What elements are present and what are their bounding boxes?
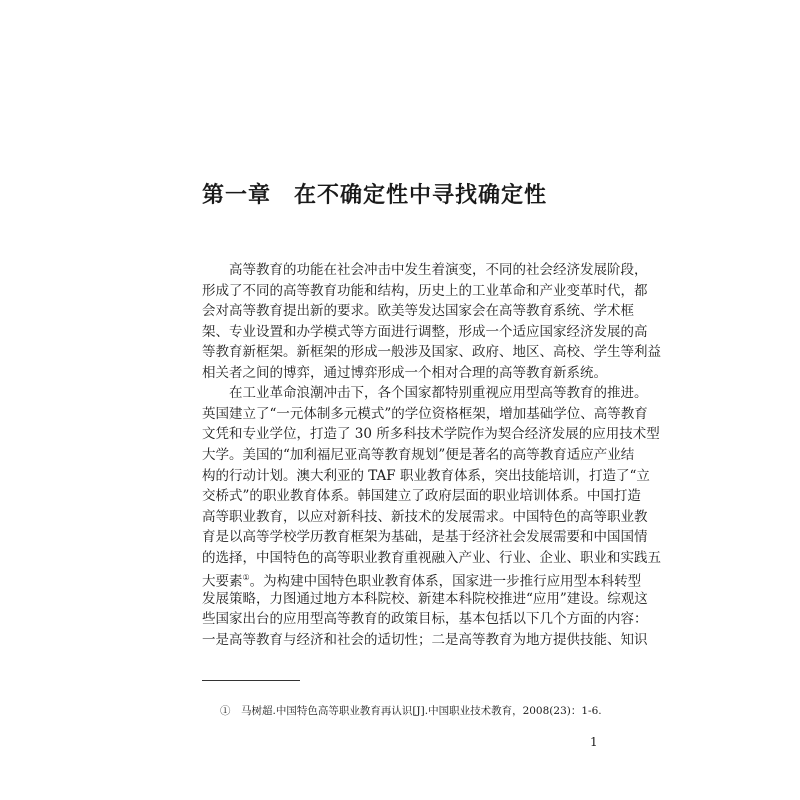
text-line <box>202 611 648 628</box>
text-line <box>202 323 648 340</box>
text-line-content: 英国建立了“一元体制多元模式”的学位资格框架，增加基础学位、高等教育 <box>202 405 648 422</box>
text-line-content: 架、专业设置和办学模式等方面进行调整，形成一个适应国家经济发展的高 <box>202 323 648 340</box>
text-line-content: 相关者之间的博弈，通过博弈形成一个相对合理的高等教育新系统。 <box>202 364 607 381</box>
text-line <box>202 426 660 443</box>
text-line <box>202 631 648 648</box>
footnote-divider <box>202 680 300 681</box>
text-line <box>202 549 661 566</box>
text-line <box>202 529 648 546</box>
page-number: 1 <box>590 735 598 749</box>
text-line-content: 育是以高等学校学历教育框架为基础，是基于经济社会发展需要和中国国情 <box>202 529 648 546</box>
text-line <box>202 488 641 505</box>
text-line <box>202 282 648 299</box>
text-line-content: 高等教育的功能在社会冲击中发生着演变，不同的社会经济发展阶段， <box>229 262 648 278</box>
text-line <box>202 590 648 607</box>
text-line-content: 的选择，中国特色的高等职业教育重视融入产业、行业、企业、职业和实践五 <box>202 549 661 566</box>
text-line-content: 交桥式”的职业教育体系。韩国建立了政府层面的职业培训体系。中国打造 <box>202 488 641 505</box>
text-line <box>229 385 648 402</box>
text-line <box>202 344 661 361</box>
text-line <box>202 570 642 590</box>
footnote-reference[interactable]: ① <box>242 573 250 583</box>
text-line <box>202 446 635 463</box>
text-line-content: 发展策略，力图通过地方本科院校、新建本科院校推进“应用”建设。综观这 <box>202 590 648 607</box>
text-line-content: 大学。美国的“加利福尼亚高等教育规划”便是著名的高等教育适应产业结 <box>202 446 635 463</box>
text-line-content: 一是高等教育与经济和社会的适切性；二是高等教育为地方提供技能、知识 <box>202 631 648 648</box>
text-line-content: 。为构建中国特色职业教育体系，国家进一步推行应用型本科转型 <box>249 573 642 590</box>
chapter-title: 第一章 在不确定性中寻找确定性 <box>202 183 548 208</box>
text-line-content: 在工业革命浪潮冲击下，各个国家都特别重视应用型高等教育的推进。 <box>229 385 648 402</box>
text-line-content: 形成了不同的高等教育功能和结构，历史上的工业革命和产业变革时代，都 <box>202 282 648 299</box>
text-line-content: 些国家出台的应用型高等教育的政策目标，基本包括以下几个方面的内容： <box>202 611 648 628</box>
text-line-content: 大要素 <box>202 573 243 590</box>
text-line <box>202 303 634 320</box>
text-line-content: 高等职业教育，以应对新科技、新技术的发展需求。中国特色的高等职业教 <box>202 508 648 525</box>
text-line <box>229 262 648 278</box>
text-line-content: 等教育新框架。新框架的形成一般涉及国家、政府、地区、高校、学生等利益 <box>202 344 661 361</box>
text-line-content: 会对高等教育提出新的要求。欧美等发达国家会在高等教育系统、学术框 <box>202 303 634 320</box>
text-line-content: 构的行动计划。澳大利亚的 TAF 职业教育体系，突出技能培训，打造了“立 <box>202 467 650 484</box>
footnote-text: 马树超.中国特色高等职业教育再认识[J].中国职业技术教育，2008(23)：1-6. <box>241 705 602 717</box>
text-line-content: 文凭和专业学位，打造了 30 所多科技术学院作为契合经济发展的应用技术型 <box>202 426 660 443</box>
text-line <box>202 508 648 525</box>
footnote <box>220 703 602 718</box>
text-line <box>202 467 650 484</box>
text-line <box>202 364 607 381</box>
footnote-marker: ① <box>220 705 231 717</box>
text-line <box>202 405 648 422</box>
